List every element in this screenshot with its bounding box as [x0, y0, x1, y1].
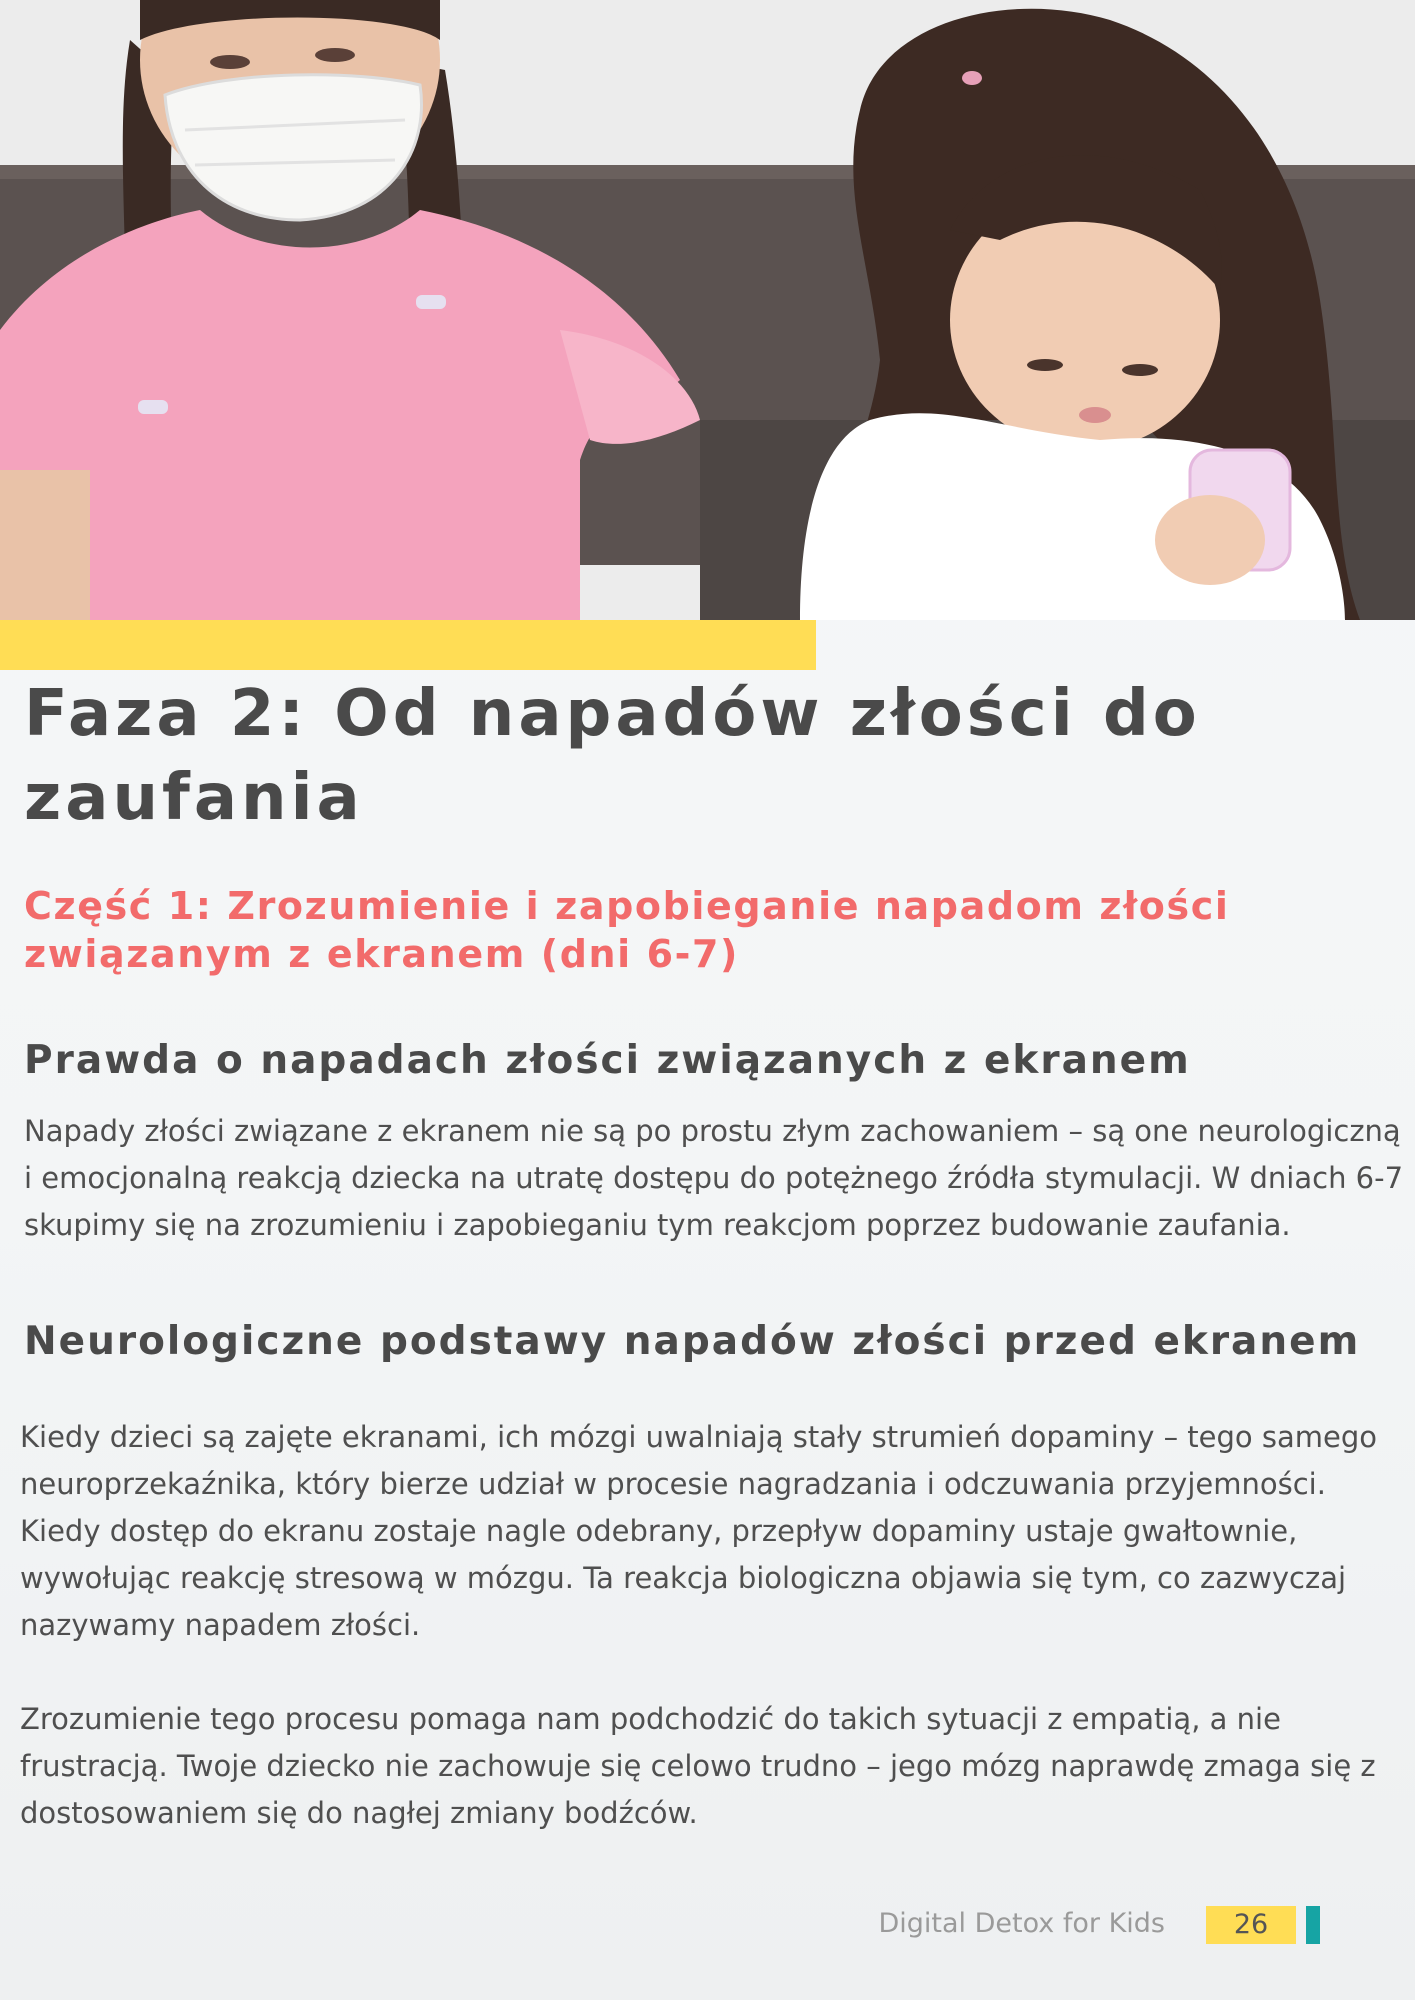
photo-children-icon	[0, 0, 1415, 620]
section-paragraph-neurology-2: Zrozumienie tego procesu pomaga nam podchodzić do takich sytuacji z empatią, a nie frustracją. Twoje dziecko nie zachowuje się celowo trudno – jego mózg naprawdę zmaga się z dostosowaniem się do nagłej zmiany bodźców.	[20, 1702, 1376, 1830]
accent-bar	[0, 620, 816, 670]
footer-book-title: Digital Detox for Kids	[878, 1908, 1165, 1939]
section-heading-neurology: Neurologiczne podstawy napadów złości przed ekranem	[24, 1319, 1361, 1364]
page-title: Faza 2: Od napadów złości do zaufania	[24, 677, 1201, 835]
page-number-badge: 26	[1206, 1906, 1296, 1944]
hero-photo	[0, 0, 1415, 620]
section-paragraph-neurology-1: Kiedy dzieci są zajęte ekranami, ich mózgi uwalniają stały strumień dopaminy – tego samego neuroprzekaźnika, który bierze udział w procesie nagradzania i odczuwania przyjemności. Kiedy dostęp do ekranu zostaje nagle odebrany, przepływ dopaminy ustaje gwałtownie, wywołując reakcję stresową w mózgu. Ta reakcja biologiczna objawia się tym, co zazwyczaj nazywamy napadem złości.	[20, 1420, 1377, 1642]
section-heading-truth: Prawda o napadach złości związanych z ekranem	[24, 1038, 1191, 1083]
footer-teal-tab	[1306, 1906, 1320, 1944]
part-subtitle: Część 1: Zrozumienie i zapobieganie napadom złości związanym z ekranem (dni 6-7)	[24, 884, 1230, 976]
section-paragraph-truth: Napady złości związane z ekranem nie są po prostu złym zachowaniem – są one neurologiczną i emocjonalną reakcją dziecka na utratę dostępu do potężnego źródła stymulacji. W dniach 6-7 skupimy się na zrozumieniu i zapobieganiu tym reakcjom poprzez budowanie zaufania.	[24, 1114, 1404, 1242]
